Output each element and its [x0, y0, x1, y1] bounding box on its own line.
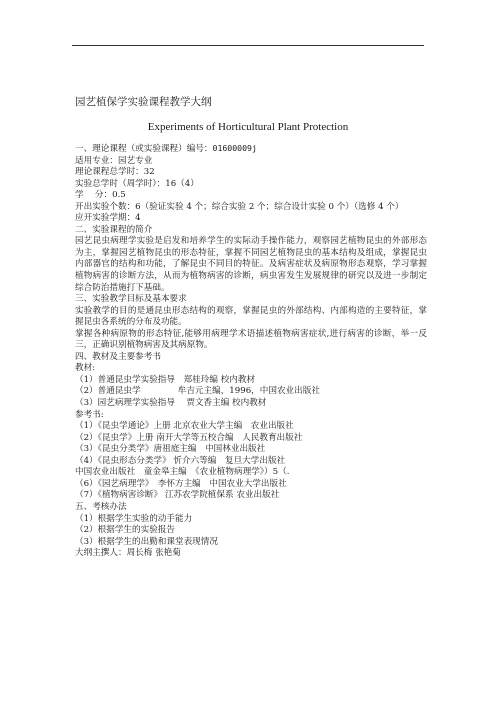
textbook-label: 教材: — [75, 363, 96, 374]
objectives-paragraph-1: 实验教学的目的是通昆虫形态结构的观察，掌握昆虫的外部结构、内部构造的主要特征，掌握昆虫各系统的分布及功能。 — [75, 305, 427, 328]
reference-item: （7）《植物病害诊断》 江苏农学院植保系 农业出版社 — [75, 490, 280, 501]
section-heading-4: 四、教材及主要参考书 — [75, 351, 161, 362]
section-heading-2: 二、实验课程的简介 — [75, 224, 153, 235]
reference-item: 中国农业出版社 童金皋主编 《农业植物病理学》）5（. — [75, 467, 290, 478]
assessment-item: （3）根据学生的出勤和课堂表现情况 — [75, 536, 218, 547]
document-body — [75, 143, 427, 560]
document-title: 园艺植保学实验课程教学大纲 — [75, 96, 212, 108]
authors-line: 大纲主撰人：周长梅 张艳菊 — [75, 548, 181, 559]
header-rule — [72, 45, 424, 46]
reference-item: （2）《昆虫学》上册 南开大学等五校合编 人民教育出版社 — [75, 432, 303, 443]
course-number-value: 01600009j — [212, 143, 257, 153]
lab-hours: 实验总学时（周学时）：16（4） — [75, 178, 199, 189]
course-number-line — [75, 143, 427, 156]
objectives-paragraph-2: 掌握各种病原物的形态特征,能够用病理学术语描述植物病害症状,进行病害的诊断，举一反三，正确识别植物病害及其病原物。 — [75, 328, 427, 351]
lab-semester: 应开实验学期：4 — [75, 213, 141, 224]
reference-item: （6）《园艺病理学》 李怀方主编 中国农业大学出版社 — [75, 478, 287, 489]
theory-hours: 理论课程总学时：32 — [75, 167, 155, 178]
course-intro-paragraph: 园艺昆虫病理学实验是启发和培养学生的实际动手操作能力，观察园艺植物昆虫的外部形态为主，掌握园艺植物昆虫的形态特征，掌握不同园艺植物昆虫的基本结构及组成，掌握昆虫内部器官的结构和功能，了解昆虫不同目的特征。及病害症状及病原物形态观察，学习掌握植物病害的诊断方法，从而为植物病害的诊断，病虫害发生发展规律的研究以及进一步制定综合防治措施打下基础。 — [75, 236, 427, 293]
section-heading-5: 五、考核办法 — [75, 501, 127, 512]
textbook-item: （1）普通昆虫学实验指导 郑桂玲编 校内教材 — [75, 374, 256, 385]
textbook-item: （3）园艺病理学实验指导 贾文香主编 校内教材 — [75, 398, 267, 409]
assessment-item: （2）根据学生的实验报告 — [75, 525, 175, 536]
reference-item: （4）《昆虫形态分类学》 忻介六等编 复旦大学出版社 — [75, 455, 286, 466]
section-heading-3: 三、实验教学目标及基本要求 — [75, 294, 187, 305]
reference-label: 参考书: — [75, 409, 104, 420]
assessment-item: （1）根据学生实验的动手能力 — [75, 513, 193, 524]
document-subtitle: Experiments of Horticultural Plant Protection — [147, 121, 349, 133]
applicable-major: 适用专业：园艺专业 — [75, 155, 153, 166]
credits: 学 分：0.5 — [75, 190, 126, 201]
reference-item: （3）《昆虫分类学》唐祖庭主编 中国林业出版社 — [75, 444, 266, 455]
lab-count: 开出实验个数：6（验证实验 4 个；综合实验 2 个；综合设计实验 0 个）（选修 4 个） — [75, 201, 404, 212]
course-number-label: 一、理论课程（或实验课程）编号： — [75, 144, 213, 154]
textbook-item: （2）普通昆虫学 牟吉元主编，1996，中国农业出版社 — [75, 386, 320, 397]
reference-item: （1）《昆虫学通论》上册 北京农业大学主编 农业出版社 — [75, 421, 294, 432]
